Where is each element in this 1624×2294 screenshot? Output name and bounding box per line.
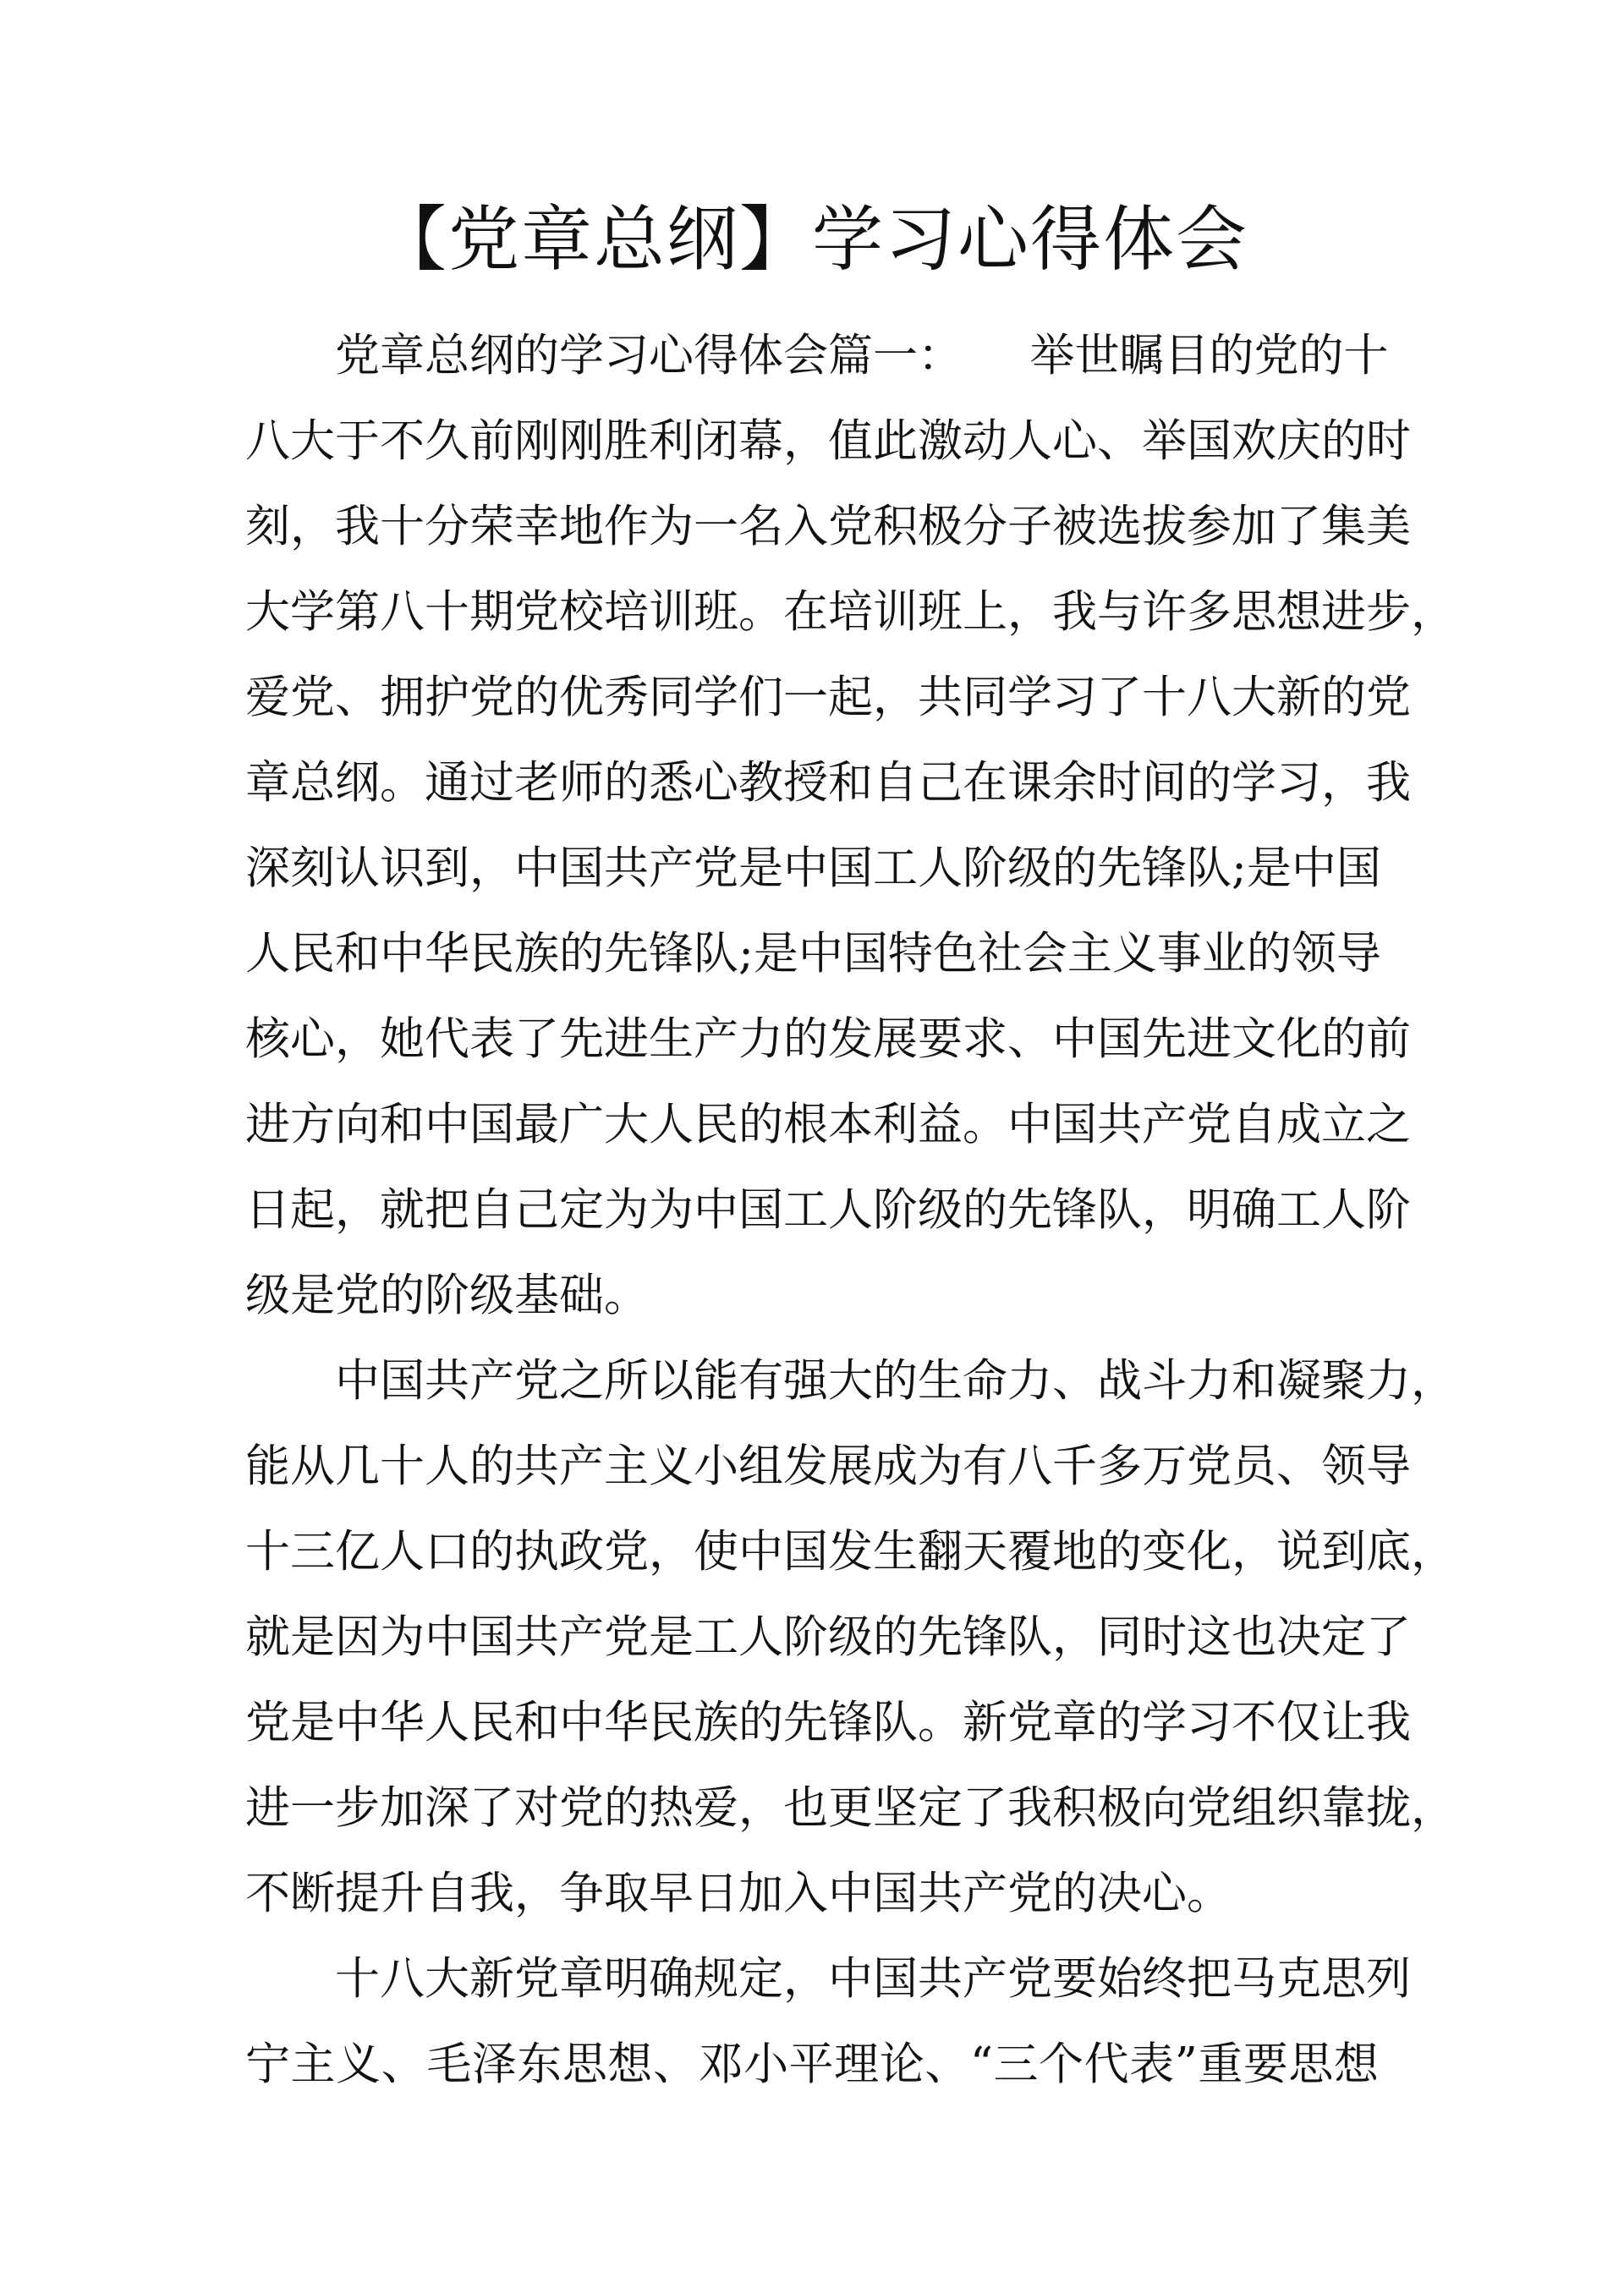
text-line: 章总纲。通过老师的悉心教授和自己在课余时间的学习，我 bbox=[245, 757, 1411, 809]
text-line: 核心，她代表了先进生产力的发展要求、中国先进文化的前 bbox=[245, 1013, 1411, 1065]
text-line: 进方向和中国最广大人民的根本利益。中国共产党自成立之 bbox=[245, 1099, 1411, 1150]
text-line: 党是中华人民和中华民族的先锋队。新党章的学习不仅让我 bbox=[245, 1697, 1411, 1748]
text-line: 爱党、拥护党的优秀同学们一起，共同学习了十八大新的党 bbox=[245, 672, 1411, 723]
text-line: 十八大新党章明确规定，中国共产党要始终把马克思列 bbox=[335, 1953, 1411, 2005]
text-line: 十三亿人口的执政党，使中国发生翻天覆地的变化，说到底， bbox=[245, 1526, 1456, 1578]
text-line: 能从几十人的共产主义小组发展成为有八千多万党员、领导 bbox=[245, 1441, 1411, 1492]
text-line: 就是因为中国共产党是工人阶级的先锋队，同时这也决定了 bbox=[245, 1611, 1411, 1663]
text-line: 人民和中华民族的先锋队;是中国特色社会主义事业的领导 bbox=[245, 928, 1381, 980]
document-body bbox=[245, 313, 1456, 2107]
text-line: 中国共产党之所以能有强大的生命力、战斗力和凝聚力， bbox=[335, 1355, 1456, 1407]
text-line: 日起，就把自己定为为中国工人阶级的先锋队，明确工人阶 bbox=[245, 1184, 1411, 1236]
text-line: 刻，我十分荣幸地作为一名入党积极分子被选拔参加了集美 bbox=[245, 501, 1411, 552]
text-line: 八大于不久前刚刚胜利闭幕，值此激动人心、举国欢庆的时 bbox=[245, 415, 1411, 467]
text-line: 深刻认识到，中国共产党是中国工人阶级的先锋队;是中国 bbox=[245, 842, 1381, 894]
paragraph-1 bbox=[245, 313, 1456, 1338]
paragraph-2 bbox=[245, 1338, 1456, 1936]
text-line: 进一步加深了对党的热爱，也更坚定了我积极向党组织靠拢， bbox=[245, 1782, 1456, 1834]
text-line: 级是党的阶级基础。 bbox=[245, 1270, 649, 1321]
document-title: 【党章总纲】学习心得体会 bbox=[375, 198, 1248, 281]
text-line: 宁主义、毛泽东思想、邓小平理论、“三个代表”重要思想 bbox=[245, 2039, 1379, 2090]
text-line: 大学第八十期党校培训班。在培训班上，我与许多思想进步， bbox=[245, 586, 1456, 638]
text-line: 党章总纲的学习心得体会篇一： 举世瞩目的党的十 bbox=[335, 330, 1389, 381]
text-line: 不断提升自我，争取早日加入中国共产党的决心。 bbox=[245, 1868, 1232, 1919]
paragraph-3 bbox=[245, 1936, 1411, 2107]
